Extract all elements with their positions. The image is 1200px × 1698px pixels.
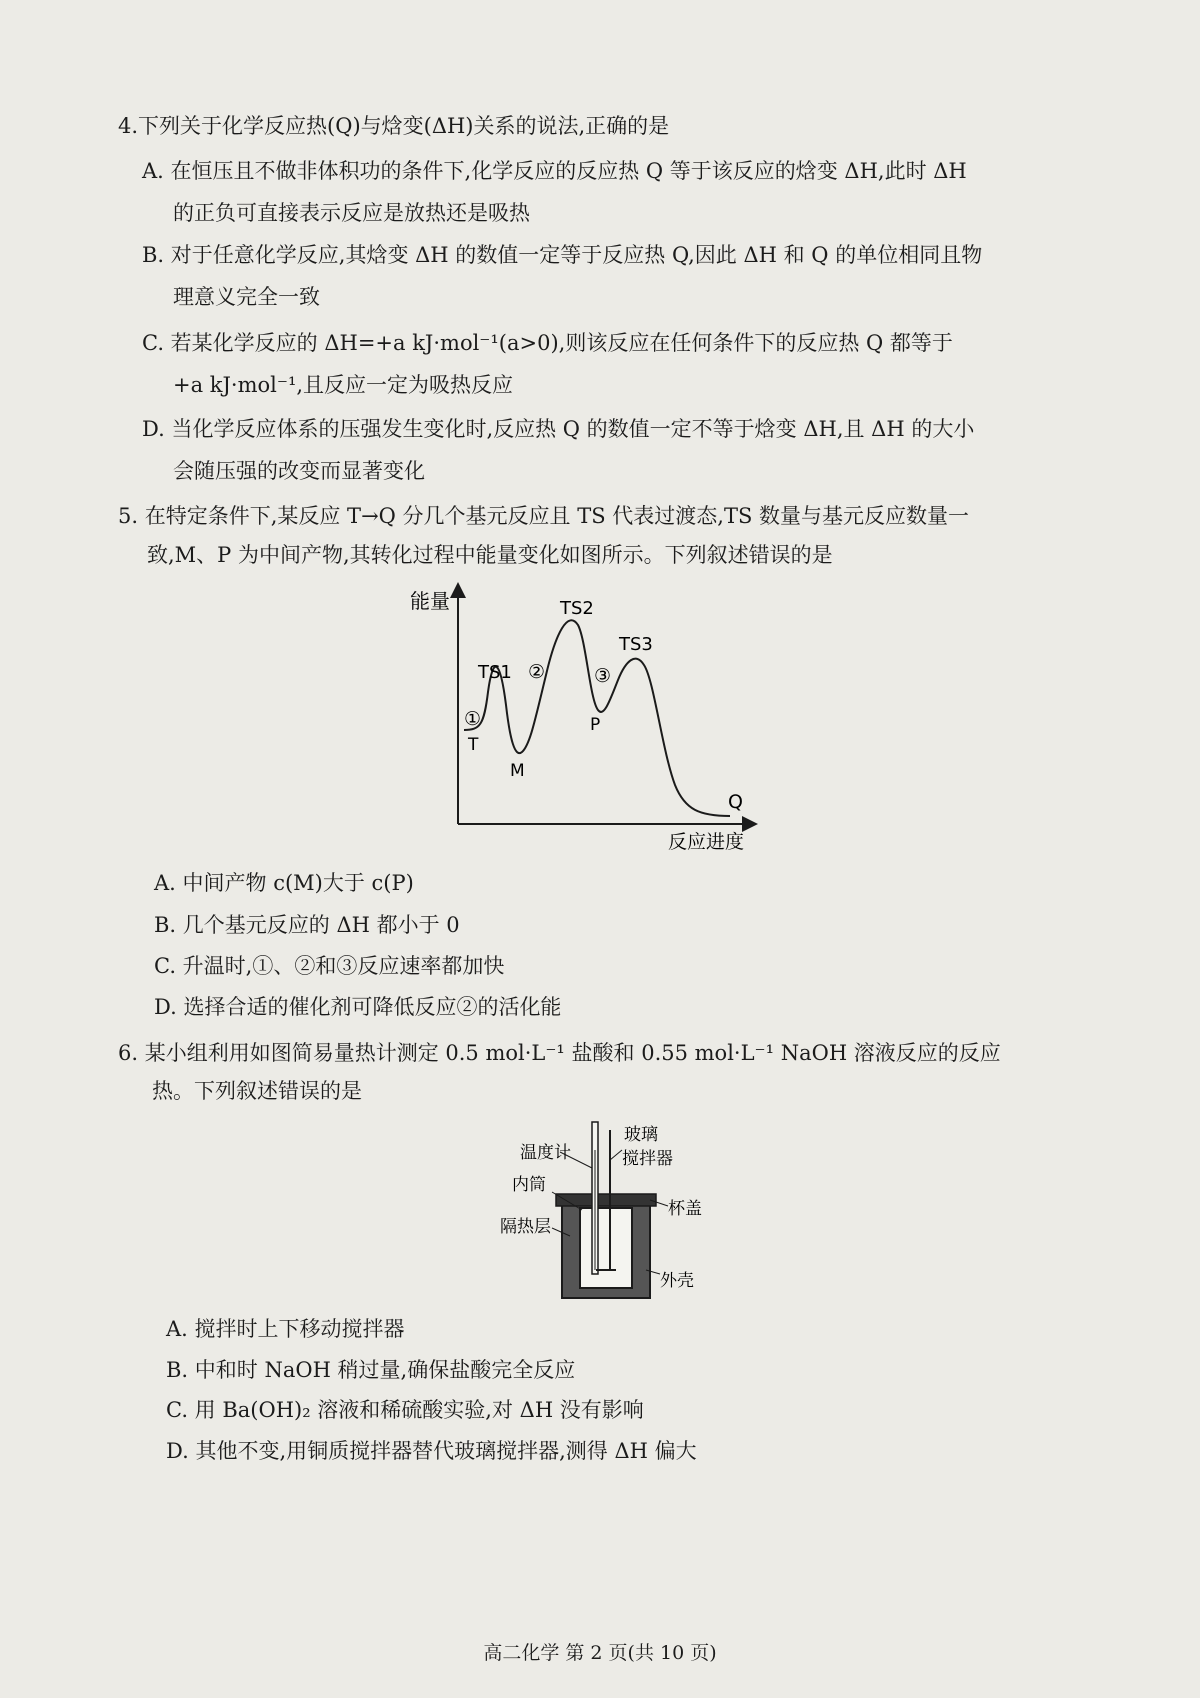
step3-label: ③ [594, 665, 612, 687]
shell-label: 外壳 [660, 1271, 694, 1291]
q-label: Q [728, 791, 743, 813]
ts3-label: TS3 [619, 634, 653, 655]
ts1-label: TS1 [478, 662, 512, 683]
cup-lid [556, 1194, 656, 1206]
q4-option-b-line1: B. 对于任意化学反应,其焓变 ΔH 的数值一定等于反应热 Q,因此 ΔH 和 Q 的单位相同且物 [142, 243, 983, 267]
q5-option-a: A. 中间产物 c(M)大于 c(P) [154, 871, 414, 895]
stirrer-label-line2: 搅拌器 [622, 1149, 673, 1169]
p-label: P [590, 715, 601, 735]
step2-label: ② [528, 661, 546, 683]
t-label: T [468, 735, 479, 755]
q4-option-c-line2: +a kJ·mol⁻¹,且反应一定为吸热反应 [173, 373, 514, 397]
inner-cup [580, 1208, 632, 1288]
thermometer-label: 温度计 [520, 1143, 571, 1163]
ts2-label: TS2 [560, 598, 594, 619]
q4-stem: 4.下列关于化学反应热(Q)与焓变(ΔH)关系的说法,正确的是 [118, 114, 670, 138]
lid-label: 杯盖 [668, 1199, 702, 1219]
inner-cup-label: 内筒 [512, 1175, 546, 1195]
stirrer-label-line1: 玻璃 [624, 1125, 658, 1145]
q6-stem-line1: 6. 某小组利用如图简易量热计测定 0.5 mol·L⁻¹ 盐酸和 0.55 mol·L⁻¹ NaOH 溶液反应的反应 [118, 1041, 1001, 1065]
q4-option-c-line1: C. 若某化学反应的 ΔH=+a kJ·mol⁻¹(a>0),则该反应在任何条件下的反应热 Q 都等于 [142, 331, 953, 355]
q5-stem-line1: 5. 在特定条件下,某反应 T→Q 分几个基元反应且 TS 代表过渡态,TS 数量与基元反应数量一 [118, 504, 970, 528]
energy-profile-diagram [400, 580, 790, 860]
calorimeter-diagram [500, 1110, 720, 1310]
q4-option-d-line1: D. 当化学反应体系的压强发生变化时,反应热 Q 的数值一定不等于焓变 ΔH,且 ΔH 的大小 [142, 417, 975, 441]
q6-option-b: B. 中和时 NaOH 稍过量,确保盐酸完全反应 [166, 1358, 576, 1382]
q4-option-d-line2: 会随压强的改变而显著变化 [173, 459, 425, 483]
q6-option-d: D. 其他不变,用铜质搅拌器替代玻璃搅拌器,测得 ΔH 偏大 [166, 1439, 697, 1463]
insulation-label: 隔热层 [500, 1217, 551, 1237]
step1-label: ① [464, 708, 482, 730]
y-axis-label: 能量 [410, 589, 450, 613]
q6-option-a: A. 搅拌时上下移动搅拌器 [166, 1317, 405, 1341]
q5-option-b: B. 几个基元反应的 ΔH 都小于 0 [154, 913, 460, 937]
m-label: M [510, 761, 525, 781]
x-axis-label: 反应进度 [668, 831, 745, 853]
q4-option-a-line2: 的正负可直接表示反应是放热还是吸热 [173, 201, 530, 225]
q5-option-d: D. 选择合适的催化剂可降低反应②的活化能 [154, 995, 562, 1019]
q5-option-c: C. 升温时,①、②和③反应速率都加快 [154, 954, 505, 978]
q5-stem-line2: 致,M、P 为中间产物,其转化过程中能量变化如图所示。下列叙述错误的是 [147, 543, 833, 567]
q6-option-c: C. 用 Ba(OH)₂ 溶液和稀硫酸实验,对 ΔH 没有影响 [166, 1398, 644, 1422]
q4-option-b-line2: 理意义完全一致 [173, 285, 320, 309]
q4-option-a-line1: A. 在恒压且不做非体积功的条件下,化学反应的反应热 Q 等于该反应的焓变 ΔH,此时 ΔH [142, 159, 967, 183]
q6-stem-line2: 热。下列叙述错误的是 [152, 1079, 362, 1103]
page-footer: 高二化学 第 2 页(共 10 页) [483, 1642, 717, 1664]
